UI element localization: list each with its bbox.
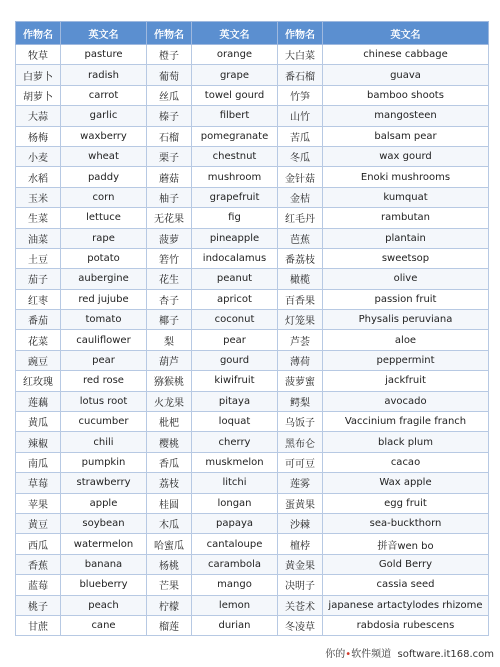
table-row xyxy=(16,554,489,574)
english-name-cell: Wax apple xyxy=(323,473,489,493)
english-name-cell: garlic xyxy=(61,106,147,126)
crop-name-cell: 榛子 xyxy=(147,106,192,126)
table-row xyxy=(16,167,489,187)
crop-name-cell: 芦荟 xyxy=(278,330,323,350)
english-name-cell: pitaya xyxy=(192,391,278,411)
crop-name-cell: 杨梅 xyxy=(16,126,61,146)
crop-name-cell: 山竹 xyxy=(278,106,323,126)
english-name-cell: pear xyxy=(61,350,147,370)
crop-name-cell: 杨桃 xyxy=(147,554,192,574)
english-name-cell: potato xyxy=(61,248,147,268)
crop-name-cell: 沙棘 xyxy=(278,513,323,533)
english-name-cell: kiwifruit xyxy=(192,371,278,391)
english-name-cell: bamboo shoots xyxy=(323,85,489,105)
english-name-cell: japanese artactylodes rhizome xyxy=(323,595,489,615)
table-row xyxy=(16,85,489,105)
crop-name-cell: 莲雾 xyxy=(278,473,323,493)
english-name-cell: radish xyxy=(61,65,147,85)
header-crop-name: 作物名 xyxy=(147,22,192,45)
crop-name-cell: 莲藕 xyxy=(16,391,61,411)
crop-name-cell: 油菜 xyxy=(16,228,61,248)
crop-name-cell: 菠萝 xyxy=(147,228,192,248)
table-row xyxy=(16,432,489,452)
watermark-footer xyxy=(325,645,494,660)
english-name-cell: longan xyxy=(192,493,278,513)
english-name-cell: cherry xyxy=(192,432,278,452)
english-name-cell: watermelon xyxy=(61,534,147,554)
english-name-cell: paddy xyxy=(61,167,147,187)
table-row xyxy=(16,371,489,391)
english-name-cell: strawberry xyxy=(61,473,147,493)
crop-name-cell: 黄金果 xyxy=(278,554,323,574)
table-body xyxy=(16,45,489,636)
english-name-cell: chili xyxy=(61,432,147,452)
crop-name-cell: 花生 xyxy=(147,269,192,289)
crop-name-cell: 橙子 xyxy=(147,45,192,65)
english-name-cell: 拼音wen bo xyxy=(323,534,489,554)
crop-name-cell: 冬凌草 xyxy=(278,615,323,635)
crop-name-cell: 苦瓜 xyxy=(278,126,323,146)
english-name-cell: papaya xyxy=(192,513,278,533)
crop-name-cell: 椰子 xyxy=(147,310,192,330)
english-name-cell: red rose xyxy=(61,371,147,391)
crop-name-cell: 草莓 xyxy=(16,473,61,493)
english-name-cell: mango xyxy=(192,575,278,595)
english-name-cell: cassia seed xyxy=(323,575,489,595)
crop-name-cell: 决明子 xyxy=(278,575,323,595)
english-name-cell: banana xyxy=(61,554,147,574)
crop-name-cell: 番茄 xyxy=(16,310,61,330)
crop-name-cell: 鳄梨 xyxy=(278,391,323,411)
crop-name-cell: 葡萄 xyxy=(147,65,192,85)
english-name-cell: mushroom xyxy=(192,167,278,187)
crop-name-cell: 杏子 xyxy=(147,289,192,309)
english-name-cell: lemon xyxy=(192,595,278,615)
english-name-cell: balsam pear xyxy=(323,126,489,146)
english-name-cell: lettuce xyxy=(61,208,147,228)
table-row xyxy=(16,452,489,472)
english-name-cell: waxberry xyxy=(61,126,147,146)
english-name-cell: red jujube xyxy=(61,289,147,309)
crop-name-cell: 蓝莓 xyxy=(16,575,61,595)
crop-name-cell: 大蒜 xyxy=(16,106,61,126)
english-name-cell: carrot xyxy=(61,85,147,105)
footer-channel: 软件频道 xyxy=(351,649,392,660)
english-name-cell: sea-buckthorn xyxy=(323,513,489,533)
english-name-cell: egg fruit xyxy=(323,493,489,513)
header-crop-name: 作物名 xyxy=(16,22,61,45)
crop-name-cell: 蘑菇 xyxy=(147,167,192,187)
english-name-cell: tomato xyxy=(61,310,147,330)
table-row xyxy=(16,106,489,126)
crop-name-cell: 香瓜 xyxy=(147,452,192,472)
english-name-cell: grape xyxy=(192,65,278,85)
english-name-cell: durian xyxy=(192,615,278,635)
english-name-cell: towel gourd xyxy=(192,85,278,105)
table-row xyxy=(16,146,489,166)
crop-name-cell: 香蕉 xyxy=(16,554,61,574)
table-row xyxy=(16,350,489,370)
crop-name-cell: 番荔枝 xyxy=(278,248,323,268)
english-name-cell: avocado xyxy=(323,391,489,411)
header-english-name: 英文名 xyxy=(192,22,278,45)
english-name-cell: Gold Berry xyxy=(323,554,489,574)
crop-name-cell: 柠檬 xyxy=(147,595,192,615)
crop-name-cell: 梨 xyxy=(147,330,192,350)
english-name-cell: loquat xyxy=(192,412,278,432)
crop-name-cell: 薄荷 xyxy=(278,350,323,370)
table-header-row xyxy=(16,22,489,45)
english-name-cell: corn xyxy=(61,187,147,207)
crop-name-cell: 豌豆 xyxy=(16,350,61,370)
table-row xyxy=(16,391,489,411)
english-name-cell: olive xyxy=(323,269,489,289)
crop-name-cell: 黄瓜 xyxy=(16,412,61,432)
crop-name-cell: 西瓜 xyxy=(16,534,61,554)
english-name-cell: black plum xyxy=(323,432,489,452)
english-name-cell: pineapple xyxy=(192,228,278,248)
english-name-cell: wheat xyxy=(61,146,147,166)
crop-name-cell: 甘蔗 xyxy=(16,615,61,635)
english-name-cell: rambutan xyxy=(323,208,489,228)
english-name-cell: litchi xyxy=(192,473,278,493)
crop-name-cell: 菠萝蜜 xyxy=(278,371,323,391)
table-row xyxy=(16,126,489,146)
crop-name-cell: 可可豆 xyxy=(278,452,323,472)
crop-name-cell: 生菜 xyxy=(16,208,61,228)
english-name-cell: jackfruit xyxy=(323,371,489,391)
crop-name-cell: 辣椒 xyxy=(16,432,61,452)
crop-name-cell: 百香果 xyxy=(278,289,323,309)
crop-name-cell: 水稻 xyxy=(16,167,61,187)
header-english-name: 英文名 xyxy=(61,22,147,45)
table-row xyxy=(16,289,489,309)
crop-name-cell: 樱桃 xyxy=(147,432,192,452)
crop-name-cell: 橄榄 xyxy=(278,269,323,289)
english-name-cell: pasture xyxy=(61,45,147,65)
header-crop-name: 作物名 xyxy=(278,22,323,45)
crop-name-cell: 小麦 xyxy=(16,146,61,166)
crop-name-cell: 白萝卜 xyxy=(16,65,61,85)
english-name-cell: aubergine xyxy=(61,269,147,289)
crop-name-cell: 冬瓜 xyxy=(278,146,323,166)
english-name-cell: mangosteen xyxy=(323,106,489,126)
english-name-cell: coconut xyxy=(192,310,278,330)
english-name-cell: orange xyxy=(192,45,278,65)
crop-name-cell: 竹笋 xyxy=(278,85,323,105)
english-name-cell: cucumber xyxy=(61,412,147,432)
crop-name-cell: 枇杷 xyxy=(147,412,192,432)
crop-name-cell: 黄豆 xyxy=(16,513,61,533)
table-row xyxy=(16,493,489,513)
english-name-cell: cauliflower xyxy=(61,330,147,350)
table-row xyxy=(16,615,489,635)
english-name-cell: Enoki mushrooms xyxy=(323,167,489,187)
english-name-cell: Vaccinium fragile franch xyxy=(323,412,489,432)
table-row xyxy=(16,513,489,533)
crop-name-cell: 葫芦 xyxy=(147,350,192,370)
table-row xyxy=(16,65,489,85)
crop-name-cell: 栗子 xyxy=(147,146,192,166)
english-name-cell: aloe xyxy=(323,330,489,350)
crop-name-cell: 牧草 xyxy=(16,45,61,65)
crop-name-cell: 榴莲 xyxy=(147,615,192,635)
english-name-cell: apple xyxy=(61,493,147,513)
english-name-cell: cantaloupe xyxy=(192,534,278,554)
crop-name-cell: 金针菇 xyxy=(278,167,323,187)
english-name-cell: soybean xyxy=(61,513,147,533)
crop-name-cell: 桂圆 xyxy=(147,493,192,513)
english-name-cell: chestnut xyxy=(192,146,278,166)
crop-name-cell: 红毛丹 xyxy=(278,208,323,228)
english-name-cell: cane xyxy=(61,615,147,635)
english-name-cell: gourd xyxy=(192,350,278,370)
crop-name-cell: 乌饭子 xyxy=(278,412,323,432)
table-row xyxy=(16,208,489,228)
english-name-cell: muskmelon xyxy=(192,452,278,472)
table-row xyxy=(16,595,489,615)
crop-name-cell: 大白菜 xyxy=(278,45,323,65)
english-name-cell: kumquat xyxy=(323,187,489,207)
table-row xyxy=(16,473,489,493)
english-name-cell: plantain xyxy=(323,228,489,248)
crop-name-cell: 箬竹 xyxy=(147,248,192,268)
crop-name-cell: 桃子 xyxy=(16,595,61,615)
english-name-cell: peanut xyxy=(192,269,278,289)
crop-name-cell: 胡萝卜 xyxy=(16,85,61,105)
crop-name-cell: 红枣 xyxy=(16,289,61,309)
crop-name-cell: 石榴 xyxy=(147,126,192,146)
english-name-cell: chinese cabbage xyxy=(323,45,489,65)
crop-name-cell: 黑布仑 xyxy=(278,432,323,452)
english-name-cell: pumpkin xyxy=(61,452,147,472)
crop-name-cell: 花菜 xyxy=(16,330,61,350)
english-name-cell: pomegranate xyxy=(192,126,278,146)
crop-name-cell: 苹果 xyxy=(16,493,61,513)
english-name-cell: wax gourd xyxy=(323,146,489,166)
crop-name-cell: 荔枝 xyxy=(147,473,192,493)
crop-name-cell: 猕猴桃 xyxy=(147,371,192,391)
crop-name-cell: 蛋黄果 xyxy=(278,493,323,513)
english-name-cell: peach xyxy=(61,595,147,615)
crop-name-cell: 关苍术 xyxy=(278,595,323,615)
english-name-cell: filbert xyxy=(192,106,278,126)
table-row xyxy=(16,575,489,595)
footer-dot: • xyxy=(345,649,352,660)
english-name-cell: carambola xyxy=(192,554,278,574)
footer-site-label: 你的 xyxy=(325,649,346,660)
crop-name-cell: 木瓜 xyxy=(147,513,192,533)
english-name-cell: cacao xyxy=(323,452,489,472)
table-row xyxy=(16,187,489,207)
footer-domain: software.it168.com xyxy=(397,649,494,660)
english-name-cell: blueberry xyxy=(61,575,147,595)
english-name-cell: apricot xyxy=(192,289,278,309)
crop-name-cell: 茄子 xyxy=(16,269,61,289)
crop-name-cell: 丝瓜 xyxy=(147,85,192,105)
crop-name-table xyxy=(15,21,489,636)
table-row xyxy=(16,269,489,289)
table-row xyxy=(16,45,489,65)
crop-name-cell: 灯笼果 xyxy=(278,310,323,330)
table-row xyxy=(16,248,489,268)
crop-name-cell: 火龙果 xyxy=(147,391,192,411)
table-row xyxy=(16,534,489,554)
crop-name-cell: 番石榴 xyxy=(278,65,323,85)
crop-name-cell: 哈蜜瓜 xyxy=(147,534,192,554)
english-name-cell: fig xyxy=(192,208,278,228)
table-row xyxy=(16,330,489,350)
crop-name-cell: 无花果 xyxy=(147,208,192,228)
english-name-cell: lotus root xyxy=(61,391,147,411)
english-name-cell: peppermint xyxy=(323,350,489,370)
english-name-cell: sweetsop xyxy=(323,248,489,268)
crop-name-cell: 土豆 xyxy=(16,248,61,268)
english-name-cell: rape xyxy=(61,228,147,248)
english-name-cell: indocalamus xyxy=(192,248,278,268)
table-row xyxy=(16,228,489,248)
crop-name-cell: 檀桲 xyxy=(278,534,323,554)
english-name-cell: guava xyxy=(323,65,489,85)
crop-name-cell: 红玫瑰 xyxy=(16,371,61,391)
english-name-cell: rabdosia rubescens xyxy=(323,615,489,635)
crop-name-cell: 芒果 xyxy=(147,575,192,595)
header-english-name: 英文名 xyxy=(323,22,489,45)
crop-name-cell: 南瓜 xyxy=(16,452,61,472)
english-name-cell: pear xyxy=(192,330,278,350)
crop-table-container xyxy=(15,21,488,636)
crop-name-cell: 芭蕉 xyxy=(278,228,323,248)
crop-name-cell: 金桔 xyxy=(278,187,323,207)
english-name-cell: grapefruit xyxy=(192,187,278,207)
crop-name-cell: 玉米 xyxy=(16,187,61,207)
table-row xyxy=(16,412,489,432)
english-name-cell: passion fruit xyxy=(323,289,489,309)
crop-name-cell: 柚子 xyxy=(147,187,192,207)
table-row xyxy=(16,310,489,330)
english-name-cell: Physalis peruviana xyxy=(323,310,489,330)
